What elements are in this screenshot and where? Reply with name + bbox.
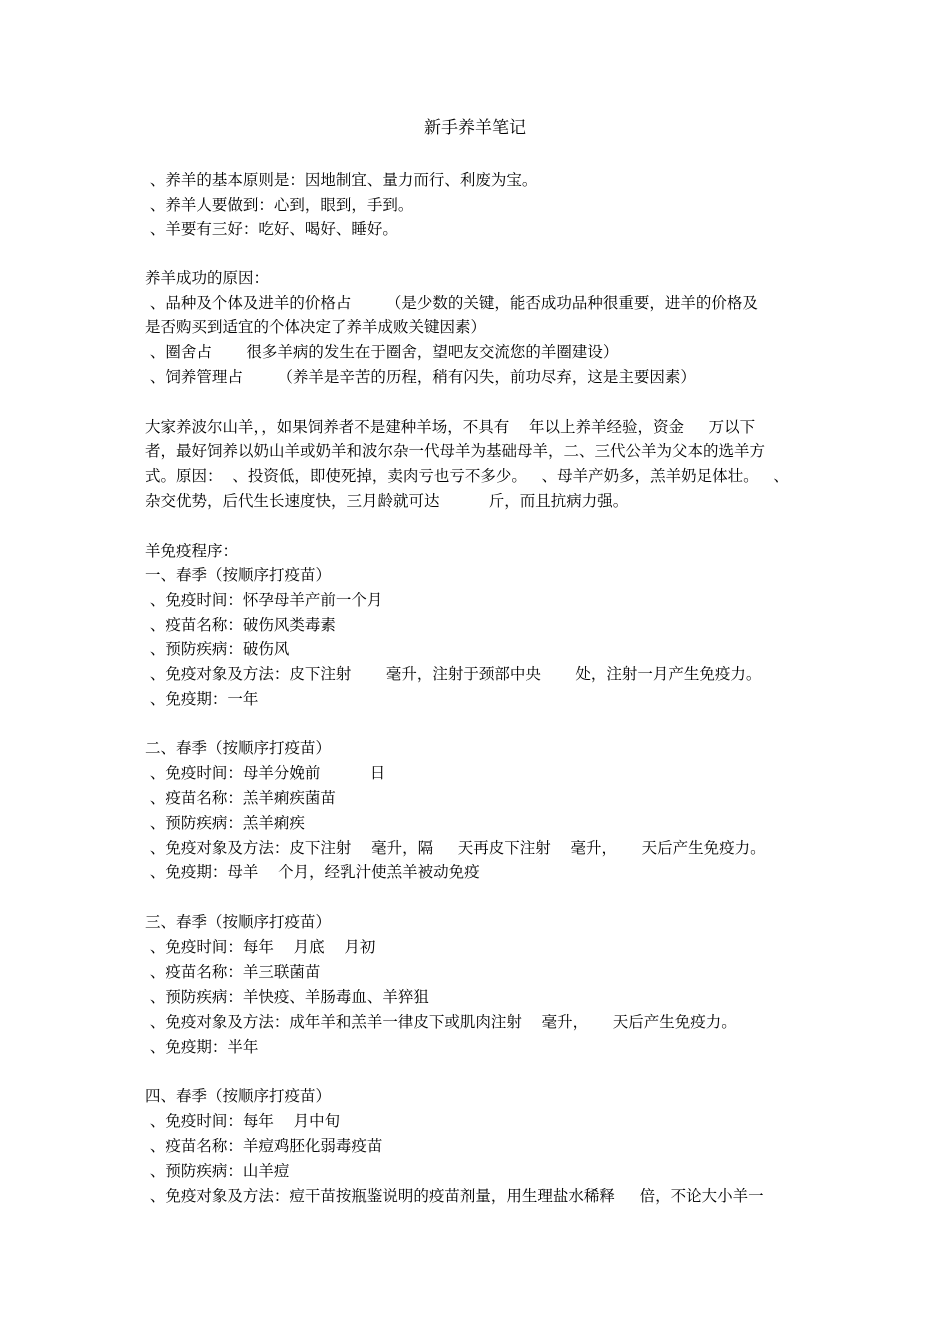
text-line: 、预防疾病：羊快疫、羊肠毒血、羊猝狙	[145, 988, 429, 1006]
text-line: 、免疫对象及方法：皮下注射 毫升，隔 天再皮下注射 毫升， 天后产生免疫力。	[145, 839, 766, 857]
subsection-heading: 四、春季（按顺序打疫苗）	[145, 1087, 332, 1105]
text-line: 杂交优势，后代生长速度快，三月龄就可达 斤，而且抗病力强。	[145, 492, 629, 510]
text-line: 、免疫时间：母羊分娩前 日	[145, 764, 386, 782]
subsection-heading: 一、春季（按顺序打疫苗）	[145, 566, 332, 584]
text-line: 式。原因： 、投资低，即使死掉，卖肉亏也亏不多少。 、母羊产奶多，羔羊奶足体壮。 、	[145, 467, 789, 485]
text-line: 、预防疾病：羔羊痢疾	[145, 814, 305, 832]
text-line: 、疫苗名称：破伤风类毒素	[145, 616, 336, 634]
text-line: 、疫苗名称：羊痘鸡胚化弱毒疫苗	[145, 1137, 383, 1155]
section-heading: 养羊成功的原因：	[145, 269, 270, 287]
text-line: 、免疫对象及方法：成年羊和羔羊一律皮下或肌肉注射 毫升， 天后产生免疫力。	[145, 1013, 737, 1031]
text-line: 、养羊人要做到：心到，眼到，手到。	[145, 196, 414, 214]
text-line: 、免疫时间：每年 月中旬	[145, 1112, 341, 1130]
text-line: 、预防疾病：山羊痘	[145, 1162, 290, 1180]
text-line: 、养羊的基本原则是：因地制宜、量力而行、利废为宝。	[145, 171, 538, 189]
text-line: 、免疫期：母羊 个月，经乳汁使羔羊被动免疫	[145, 863, 480, 881]
subsection-heading: 二、春季（按顺序打疫苗）	[145, 739, 332, 757]
text-line: 大家养波尔山羊，，如果饲养者不是建种羊场，不具有 年以上养羊经验，资金 万以下	[145, 418, 756, 436]
text-line: 、免疫对象及方法：痘干苗按瓶鉴说明的疫苗剂量，用生理盐水稀释 倍，不论大小羊一	[145, 1187, 764, 1205]
text-line: 、圈舍占 很多羊病的发生在于圈舍，望吧友交流您的羊圈建设）	[145, 343, 619, 361]
text-line: 、免疫期：一年	[145, 690, 259, 708]
text-line: 、免疫时间：怀孕母羊产前一个月	[145, 591, 383, 609]
text-line: 、免疫对象及方法：皮下注射 毫升，注射于颈部中央 处，注射一月产生免疫力。	[145, 665, 762, 683]
text-line: 、品种及个体及进羊的价格占 （是少数的关键，能否成功品种很重要，进羊的价格及	[145, 294, 758, 312]
text-line: 、羊要有三好：吃好、喝好、睡好。	[145, 220, 398, 238]
text-line: 、疫苗名称：羊三联菌苗	[145, 963, 321, 981]
text-line: 、疫苗名称：羔羊痢疾菌苗	[145, 789, 336, 807]
subsection-heading: 三、春季（按顺序打疫苗）	[145, 913, 332, 931]
section-heading: 羊免疫程序：	[145, 542, 239, 560]
text-line: 、预防疾病：破伤风	[145, 640, 290, 658]
text-line: 、免疫时间：每年 月底 月初	[145, 938, 376, 956]
text-line: 、饲养管理占 （养羊是辛苦的历程，稍有闪失，前功尽弃，这是主要因素）	[145, 368, 696, 386]
page-title: 新手养羊笔记	[424, 118, 526, 138]
text-line: 者，最好饲养以奶山羊或奶羊和波尔杂一代母羊为基础母羊，二、三代公羊为父本的选羊方	[145, 442, 766, 460]
text-line: 是否购买到适宜的个体决定了养羊成败关键因素）	[145, 318, 487, 336]
text-line: 、免疫期：半年	[145, 1038, 259, 1056]
